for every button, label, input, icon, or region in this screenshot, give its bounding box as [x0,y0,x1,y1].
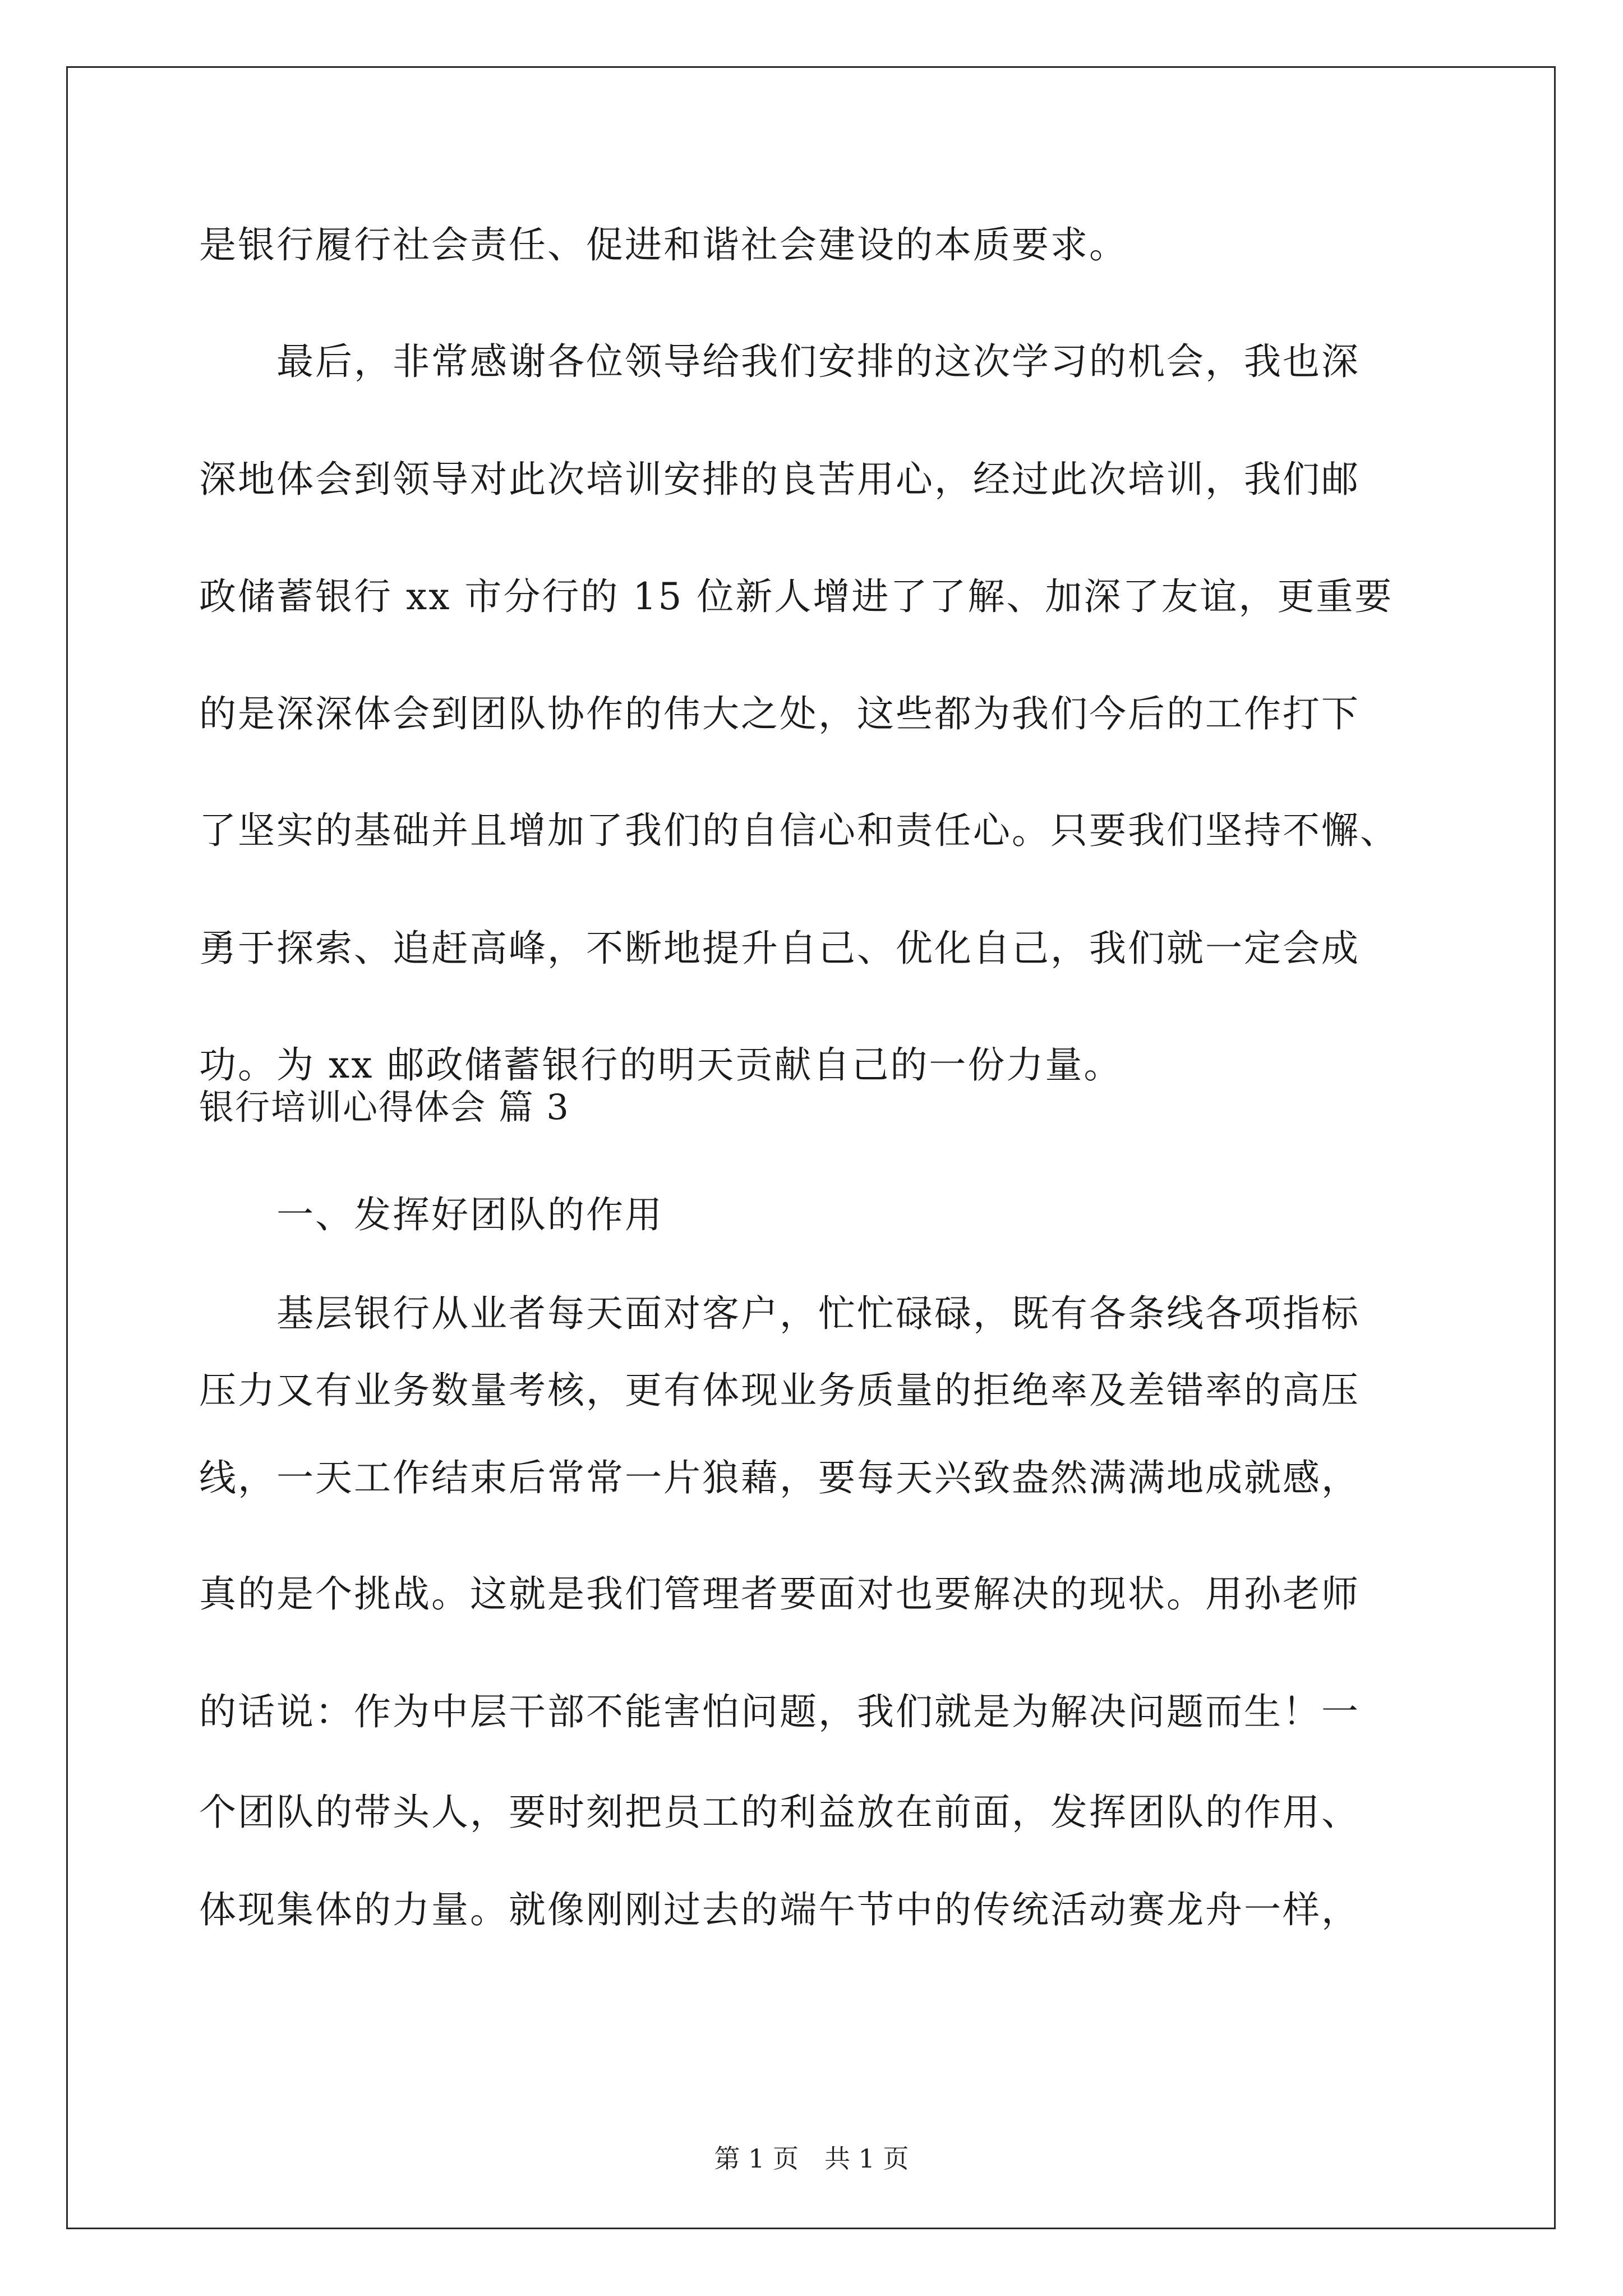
section-heading: 银行培训心得体会 篇 3 [199,1087,570,1128]
text-line: 压力又有业务数量考核，更有体现业务质量的拒绝率及差错率的高压 [199,1369,1360,1412]
text-line: 个团队的带头人，要时刻把员工的利益放在前面，发挥团队的作用、 [199,1791,1360,1834]
text-line: 深地体会到领导对此次培训安排的良苦用心，经过此次培训，我们邮 [199,458,1360,501]
text-line: 线，一天工作结束后常常一片狼藉，要每天兴致盎然满满地成就感， [199,1456,1360,1499]
text-line: 体现集体的力量。就像刚刚过去的端午节中的传统活动赛龙舟一样， [199,1888,1360,1931]
text-line: 真的是个挑战。这就是我们管理者要面对也要解决的现状。用孙老师 [199,1572,1360,1616]
text-line: 勇于探索、追赶高峰，不断地提升自己、优化自己，我们就一定会成 [199,927,1360,970]
text-line: 的话说：作为中层干部不能害怕问题，我们就是为解决问题而生！一 [199,1690,1360,1733]
text-line: 基层银行从业者每天面对客户，忙忙碌碌，既有各条线各项指标 [199,1292,1360,1335]
text-line: 的是深深体会到团队协作的伟大之处，这些都为我们今后的工作打下 [199,692,1360,735]
page-number-footer: 第 1 页 共 1 页 [714,2143,909,2174]
text-line: 功。为 xx 邮政储蓄银行的明天贡献自己的一份力量。 [199,1043,1123,1087]
text-line: 政储蓄银行 xx 市分行的 15 位新人增进了了解、加深了友谊，更重要 [199,575,1394,618]
text-line: 是银行履行社会责任、促进和谐社会建设的本质要求。 [199,223,1128,266]
text-line: 了坚实的基础并且增加了我们的自信心和责任心。只要我们坚持不懈、 [199,809,1399,852]
subsection-heading: 一、发挥好团队的作用 [199,1193,663,1236]
text-line: 最后，非常感谢各位领导给我们安排的这次学习的机会，我也深 [199,340,1360,383]
